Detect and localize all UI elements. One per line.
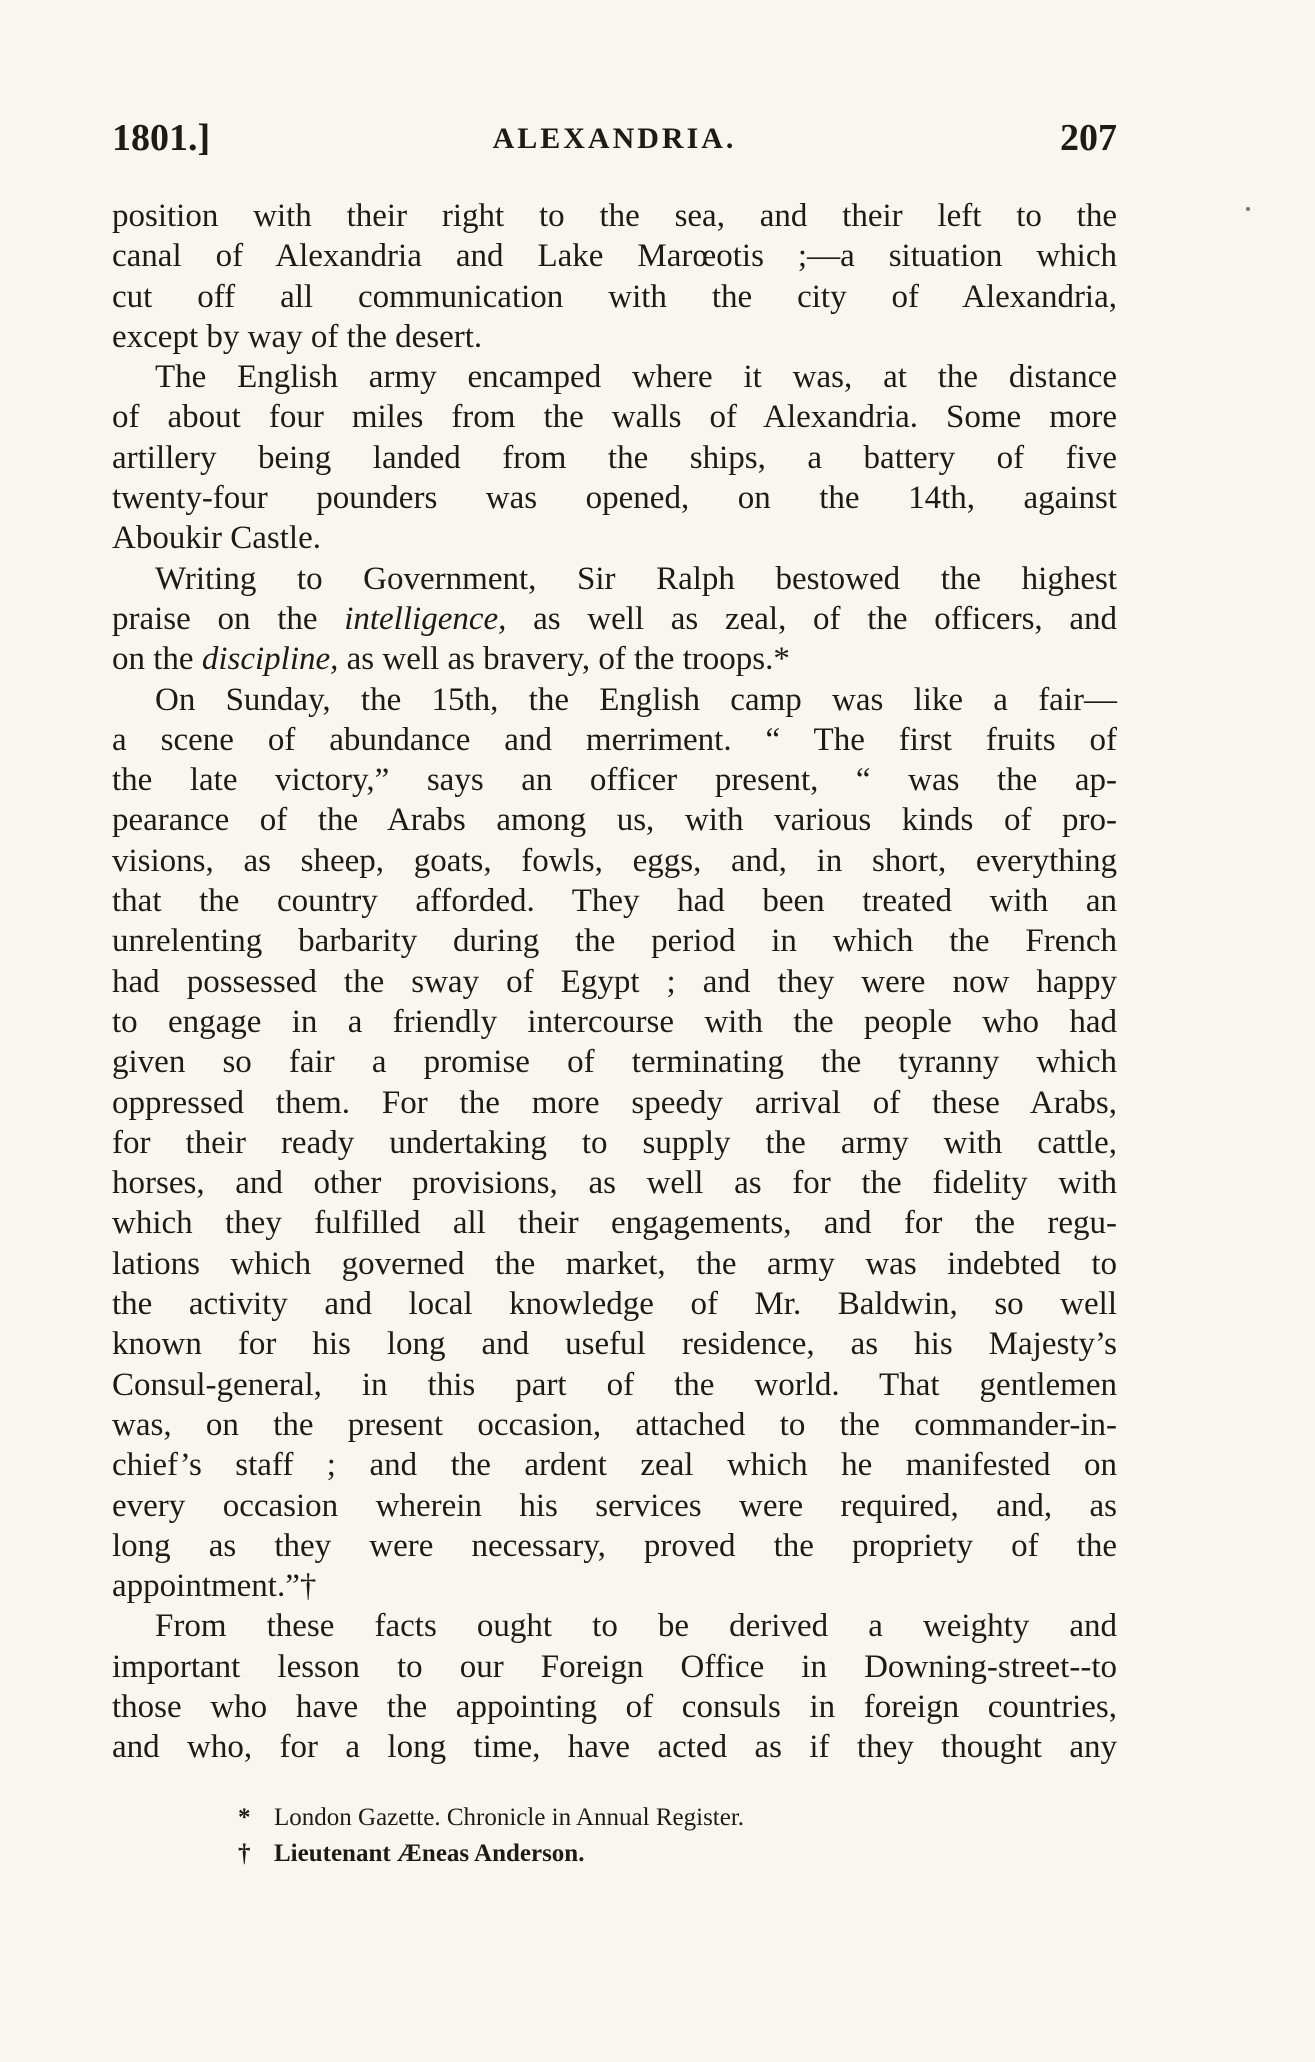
footnote-mark: † bbox=[238, 1840, 251, 1867]
italic-text: intelligence, bbox=[344, 600, 507, 637]
text-run: and who, for a long time, have acted as if they thought any bbox=[112, 1729, 1117, 1766]
text-run: Writing to Government, Sir Ralph bestowed the highest bbox=[155, 560, 1117, 597]
footnote-mark: * bbox=[238, 1804, 251, 1831]
text-run: The English army encamped where it was, at the distance bbox=[155, 359, 1117, 396]
text-run: twenty-four pounders was opened, on the 14th, against bbox=[112, 480, 1117, 517]
header-title: ALEXANDRIA. bbox=[492, 122, 737, 155]
text-run: praise on the bbox=[112, 600, 345, 637]
header-year: 1801.] bbox=[112, 117, 211, 159]
text-run: of about four miles from the walls of Alexandria. Some more bbox=[112, 399, 1117, 436]
text-line bbox=[112, 1445, 1117, 1485]
text-line bbox=[112, 680, 1117, 720]
text-line bbox=[112, 1687, 1117, 1727]
text-line bbox=[112, 1083, 1117, 1123]
text-run: was, on the present occasion, attached to the commander-in- bbox=[112, 1406, 1117, 1443]
text-run: lations which governed the market, the army was indebted to bbox=[112, 1245, 1117, 1282]
text-run: as well as zeal, of the officers, and bbox=[506, 600, 1118, 637]
text-line bbox=[112, 317, 1117, 357]
text-run: for their ready undertaking to supply the army with cattle, bbox=[112, 1124, 1117, 1161]
text-run: On Sunday, the 15th, the English camp was like a fair— bbox=[155, 681, 1117, 718]
footnote-text: Lieutenant Æneas Anderson. bbox=[274, 1840, 585, 1867]
text-run: every occasion wherein his services were required, and, as bbox=[112, 1487, 1117, 1524]
text-run: that the country afforded. They had been treated with an bbox=[112, 883, 1117, 920]
text-run: long as they were necessary, proved the propriety of the bbox=[112, 1527, 1117, 1564]
text-line bbox=[112, 1244, 1117, 1284]
text-line bbox=[112, 881, 1117, 921]
text-run: pearance of the Arabs among us, with various kinds of pro- bbox=[112, 802, 1117, 839]
text-line bbox=[112, 1002, 1117, 1042]
text-run: the activity and local knowledge of Mr. Baldwin, so well bbox=[112, 1286, 1117, 1323]
body-text bbox=[112, 196, 1117, 1768]
text-run: except by way of the desert. bbox=[112, 318, 483, 355]
text-run: oppressed them. For the more speedy arrival of these Arabs, bbox=[112, 1084, 1117, 1121]
text-line bbox=[112, 1486, 1117, 1526]
text-line bbox=[112, 1203, 1117, 1243]
text-run: chief’s staff ; and the ardent zeal which he manifested on bbox=[112, 1447, 1117, 1484]
footnote bbox=[238, 1836, 1098, 1872]
text-line bbox=[112, 1163, 1117, 1203]
text-line bbox=[112, 921, 1117, 961]
footnote bbox=[238, 1800, 1098, 1836]
text-line bbox=[112, 962, 1117, 1002]
text-run: cut off all communication with the city of Alexandria, bbox=[112, 278, 1117, 315]
text-line bbox=[112, 518, 1117, 558]
text-run: horses, and other provisions, as well as for the fidelity with bbox=[112, 1165, 1117, 1202]
text-run: visions, as sheep, goats, fowls, eggs, and, in short, everything bbox=[112, 842, 1117, 879]
text-line bbox=[112, 841, 1117, 881]
text-line bbox=[112, 1727, 1117, 1767]
print-speck bbox=[1246, 207, 1250, 211]
text-run: important lesson to our Foreign Office in Downing-street--to bbox=[112, 1648, 1117, 1685]
text-run: known for his long and useful residence, as his Majesty’s bbox=[112, 1326, 1117, 1363]
footnotes bbox=[238, 1800, 1098, 1872]
page-number: 207 bbox=[1060, 117, 1117, 159]
text-run: the late victory,” says an officer present, “ was the ap- bbox=[112, 762, 1117, 799]
text-line bbox=[112, 1405, 1117, 1445]
text-line bbox=[112, 1566, 1117, 1606]
text-run: had possessed the sway of Egypt ; and they were now happy bbox=[112, 963, 1117, 1000]
text-line bbox=[112, 1606, 1117, 1646]
footnote-text: London Gazette. Chronicle in Annual Register. bbox=[274, 1804, 745, 1831]
text-line bbox=[112, 236, 1117, 276]
text-run: those who have the appointing of consuls in foreign countries, bbox=[112, 1688, 1117, 1725]
text-line bbox=[112, 1365, 1117, 1405]
text-line bbox=[112, 196, 1117, 236]
italic-text: discipline, bbox=[201, 641, 339, 678]
text-line bbox=[112, 397, 1117, 437]
text-run: on the bbox=[112, 641, 202, 678]
text-line bbox=[112, 599, 1117, 639]
text-line bbox=[112, 1123, 1117, 1163]
text-run: to engage in a friendly intercourse with the people who had bbox=[112, 1003, 1117, 1040]
text-line bbox=[112, 277, 1117, 317]
text-line bbox=[112, 1284, 1117, 1324]
text-run: given so fair a promise of terminating the tyranny which bbox=[112, 1044, 1117, 1081]
text-run: artillery being landed from the ships, a battery of five bbox=[112, 439, 1117, 476]
text-line bbox=[112, 1526, 1117, 1566]
running-header bbox=[112, 116, 1117, 166]
text-line bbox=[112, 1647, 1117, 1687]
text-line bbox=[112, 760, 1117, 800]
text-line bbox=[112, 639, 1117, 679]
text-line bbox=[112, 559, 1117, 599]
text-run: canal of Alexandria and Lake Marœotis ;—a situation which bbox=[112, 238, 1117, 275]
text-run: Aboukir Castle. bbox=[112, 520, 321, 557]
text-run: which they fulfilled all their engagements, and for the regu- bbox=[112, 1205, 1117, 1242]
text-line bbox=[112, 720, 1117, 760]
text-run: From these facts ought to be derived a weighty and bbox=[155, 1608, 1117, 1645]
text-run: as well as bravery, of the troops.* bbox=[338, 641, 790, 678]
text-run: position with their right to the sea, and their left to the bbox=[112, 198, 1117, 234]
text-line bbox=[112, 1324, 1117, 1364]
text-run: Consul-general, in this part of the world. That gentlemen bbox=[112, 1366, 1117, 1403]
text-run: appointment.”† bbox=[112, 1568, 317, 1605]
text-line bbox=[112, 478, 1117, 518]
text-line bbox=[112, 357, 1117, 397]
text-run: a scene of abundance and merriment. “ The first fruits of bbox=[112, 721, 1117, 758]
text-run: unrelenting barbarity during the period in which the French bbox=[112, 923, 1117, 960]
text-line bbox=[112, 1042, 1117, 1082]
text-line bbox=[112, 800, 1117, 840]
text-line bbox=[112, 438, 1117, 478]
